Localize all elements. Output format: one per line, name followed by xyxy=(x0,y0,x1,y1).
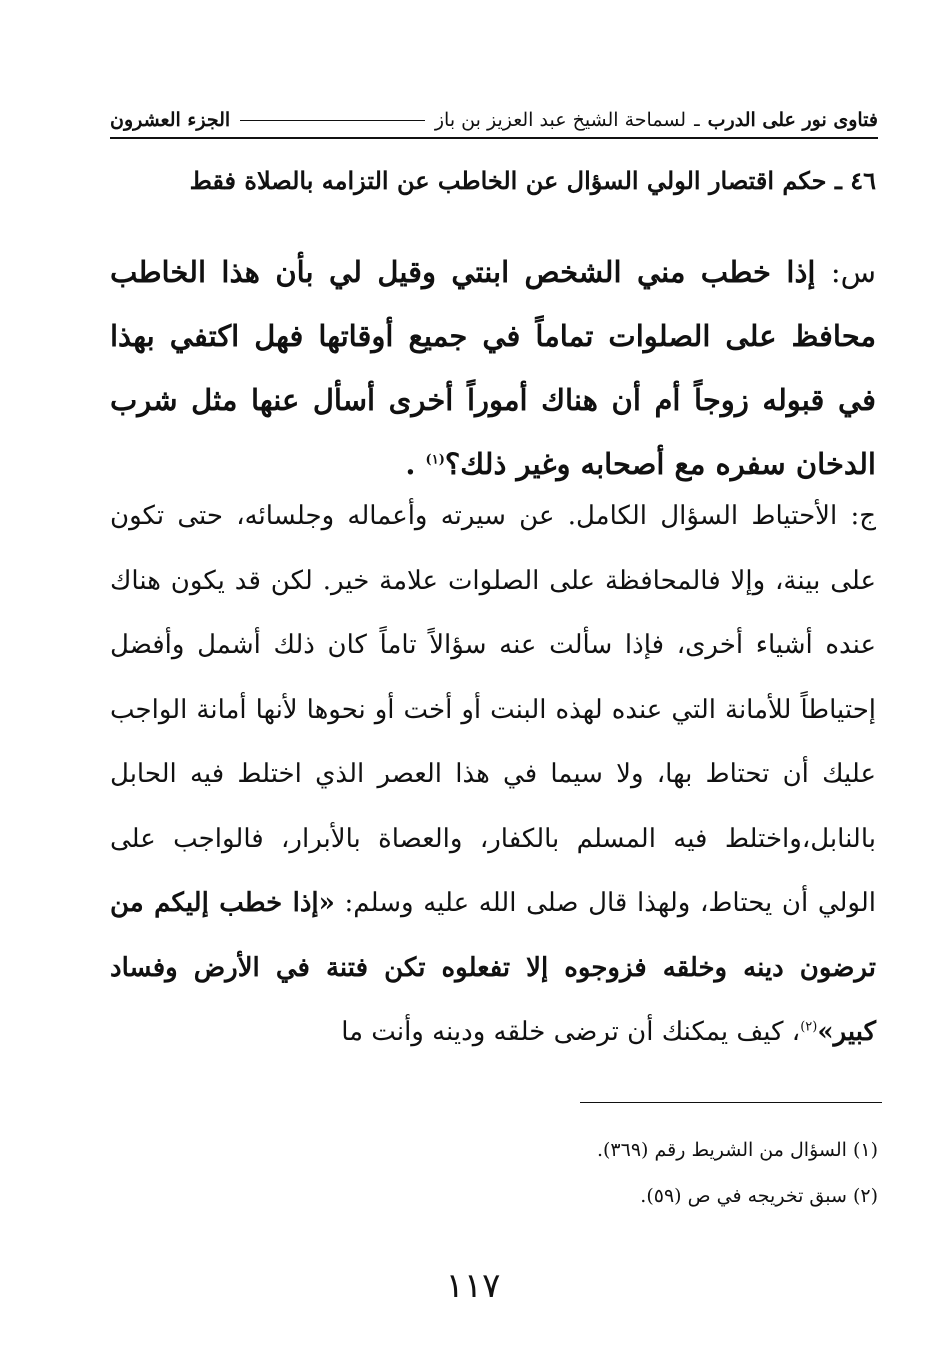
answer-text-continued: ، كيف يمكنك أن ترضى خلقه ودينه وأنت ما xyxy=(341,1017,801,1047)
hadith-quote: «إذا خطب إليكم من ترضون دينه وخلقه فزوجوه إلا تفعلوه تكن فتنة في الأرض وفساد كبير» xyxy=(110,888,876,1047)
answer-paragraph xyxy=(110,484,876,1065)
footnote-ref-2: (٢) xyxy=(800,1019,818,1035)
fatwa-title: ٤٦ ـ حكم اقتصار الولي السؤال عن الخاطب عن التزامه بالصلاة فقط xyxy=(189,166,876,195)
header-separator: ـ xyxy=(694,109,700,131)
footnote-1: (١) السؤال من الشريط رقم (٣٦٩). xyxy=(596,1139,878,1161)
running-header xyxy=(110,103,878,139)
question-end: . xyxy=(405,447,416,481)
footnote-separator xyxy=(580,1102,882,1103)
footnote-2: (٢) سبق تخريجه في ص (٥٩). xyxy=(640,1185,878,1207)
book-author: لسماحة الشيخ عبد العزيز بن باز xyxy=(434,109,687,131)
book-part: الجزء العشرون xyxy=(110,109,231,131)
header-rule xyxy=(240,120,425,121)
footnotes xyxy=(118,1134,878,1226)
answer-marker: ج: xyxy=(850,501,877,531)
answer-text: الأحتياط السؤال الكامل. عن سيرته وأعماله وجلسائه، حتى تكون على بينة، وإلا فالمحافظة على الصلوات علامة خير. لكن قد يكون هناك عنده أشياء أخرى، فإذا سألت عنه سؤالاً تاماً كان ذلك أشمل وأفضل إحتياطاً للأمانة التي عنده لهذه البنت أو أخت أو نحوها لأنها أمانة الواجب عليك أن تحتاط بها، ولا سيما في هذا العصر الذي اختلط فيه الحابل بالنابل،واختلط فيه المسلم بالكفار، والعصاة بالأبرار، فالواجب على الولي أن يحتاط، ولهذا قال صلى الله عليه وسلم: xyxy=(110,501,876,918)
book-series-title: فتاوى نور على الدرب xyxy=(707,109,878,131)
page-number: ١١٧ xyxy=(445,1266,501,1306)
question-paragraph xyxy=(110,240,876,496)
question-marker: س: xyxy=(830,255,876,289)
question-text: إذا خطب مني الشخص ابنتي وقيل لي بأن هذا الخاطب محافظ على الصلوات تماماً في جميع أوقاتها فهل اكتفي بهذا في قبوله زوجاً أم أن هناك أموراً أخرى أسأل عنها مثل شرب الدخان سفره مع أصحابه وغير ذلك؟ xyxy=(110,255,876,481)
footnote-ref-1: (١) xyxy=(425,452,445,468)
